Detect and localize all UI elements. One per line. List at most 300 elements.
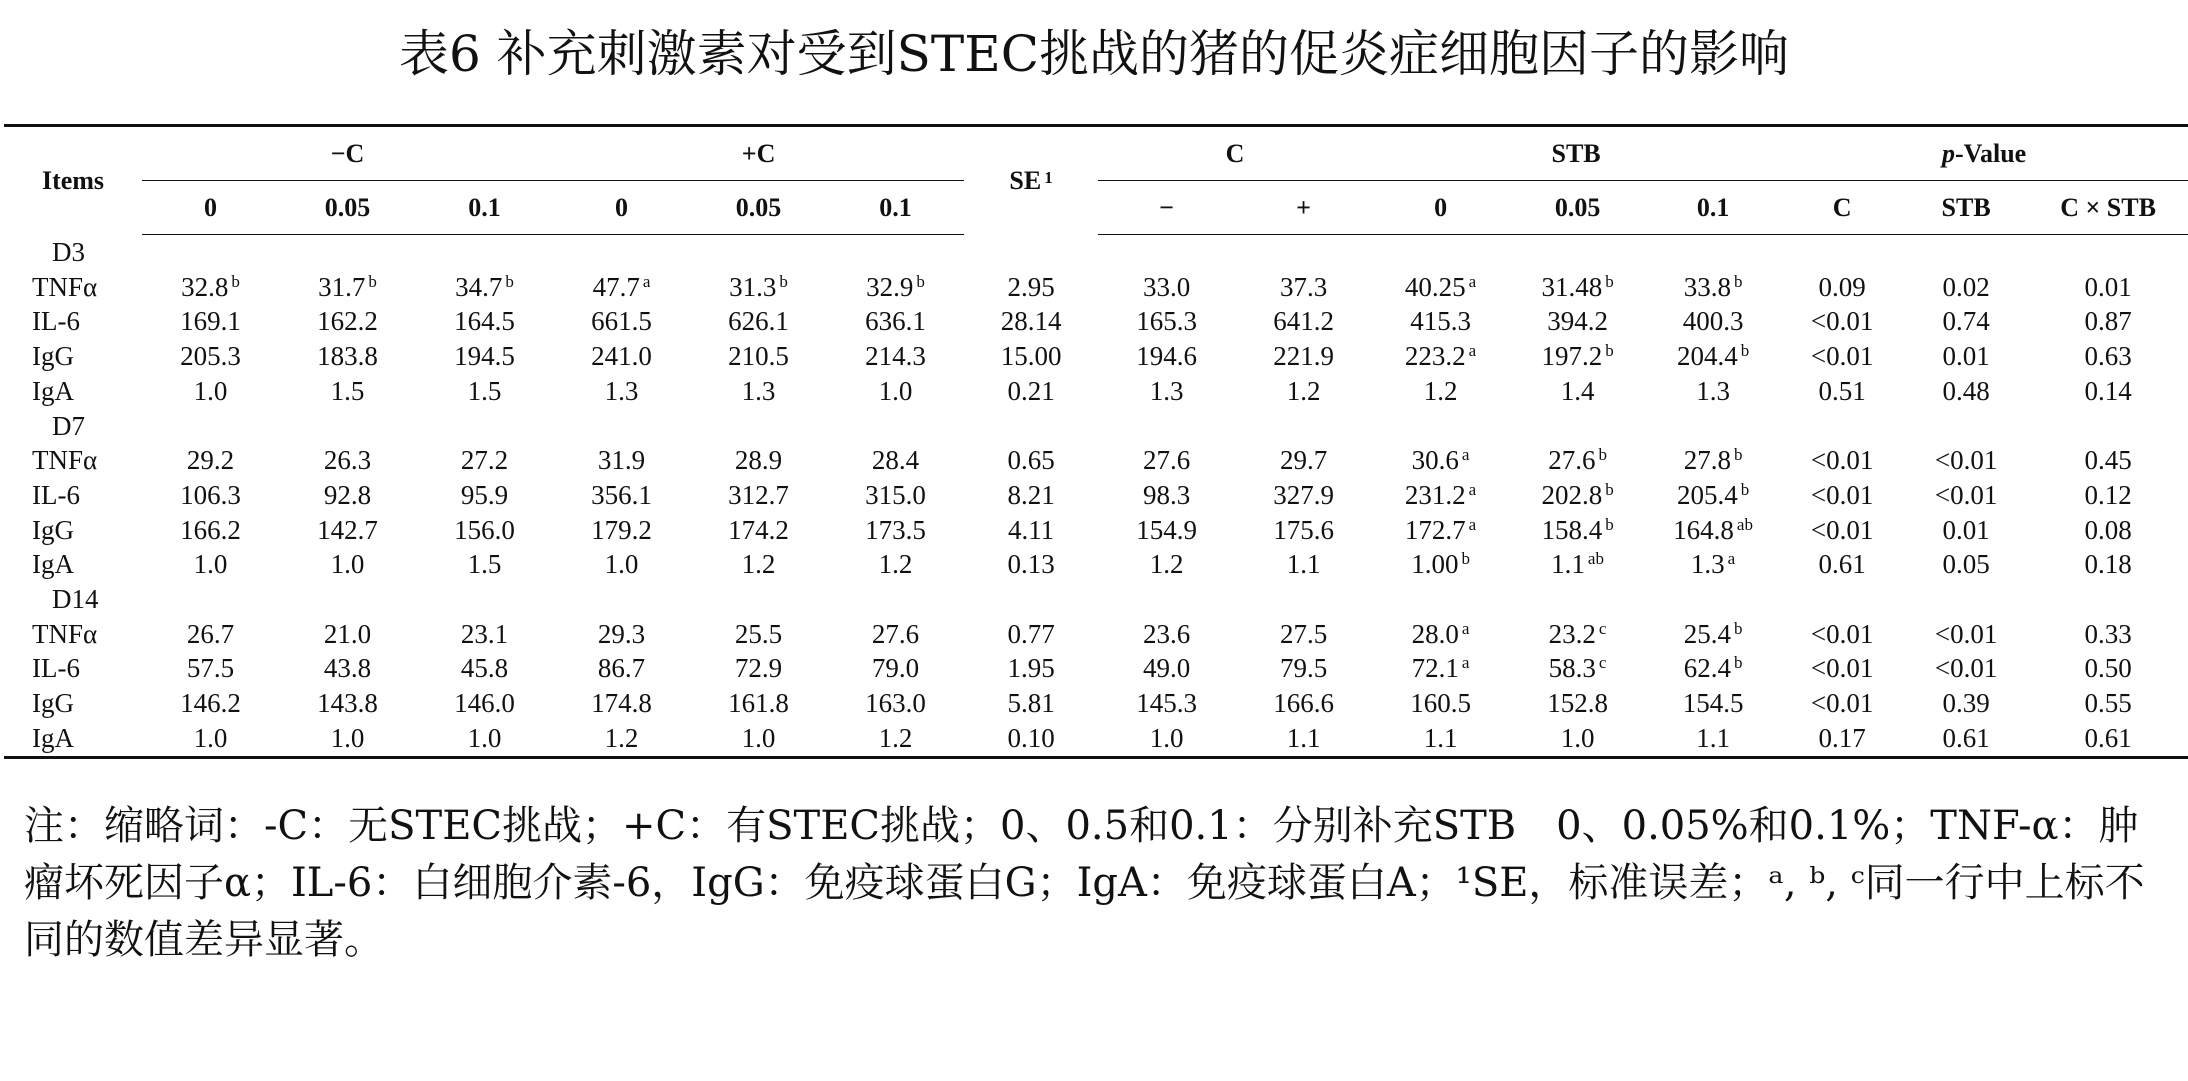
table-cell [279,686,416,721]
cell-value: 175.6 [1273,514,1334,545]
empty-cell [1646,582,1780,617]
cell-value: 1.0 [604,549,639,580]
table-cell [553,270,690,305]
empty-cell [553,409,690,444]
cell-value: 0.12 [2084,479,2132,510]
table-cell [416,339,553,374]
table-cell [1098,339,1235,374]
empty-cell [279,235,416,270]
cell-value: 146.0 [454,688,515,719]
significance-letter: a [1468,271,1477,291]
cell-value: <0.01 [1934,618,1998,649]
table-cell [142,443,279,478]
cell-value: 2.95 [1007,271,1055,302]
items-header: Items [4,126,142,235]
empty-cell [690,235,827,270]
sub-header: 0.05 [1509,181,1646,235]
significance-letter: a [1468,341,1477,361]
item-name: TNFα [32,445,98,476]
empty-cell [553,582,690,617]
cell-value: 1.00 [1411,549,1459,580]
empty-cell [1780,235,1904,270]
cell-value: 45.8 [460,653,509,684]
table-row [4,339,2188,374]
table-cell [1235,443,1372,478]
table-cell [827,547,964,582]
table-cell [1646,547,1780,582]
table-cell [964,617,1098,652]
table-cell [279,270,416,305]
table-cell [964,339,1098,374]
cell-value: 1.3 [1690,549,1725,580]
empty-cell [1780,582,1904,617]
significance-letter: b [1733,653,1743,673]
cell-value: 25.4 [1683,618,1731,649]
cell-value: 49.0 [1142,653,1191,684]
table-cell [1646,478,1780,513]
table-cell [1646,651,1780,686]
cell-value: 626.1 [728,306,789,337]
table-cell [1372,478,1509,513]
table-cell [1098,478,1235,513]
cell-value: 165.3 [1136,306,1197,337]
cell-value: 0.10 [1007,722,1055,753]
significance-letter: ab [1736,514,1753,534]
cell-value: 0.17 [1818,722,1866,753]
table-cell [1372,686,1509,721]
table-row [4,617,2188,652]
sub-header: 0.1 [1646,181,1780,235]
section-row [4,582,2188,617]
table-cell [827,651,964,686]
cell-value: 197.2 [1541,341,1603,372]
sub-header: 0.05 [279,181,416,235]
cell-value: 28.14 [1000,306,1062,337]
significance-letter: b [1605,271,1614,291]
table-cell [1098,270,1235,305]
cell-value: 0.61 [2084,722,2132,753]
empty-cell [1509,409,1646,444]
table-cell [142,721,279,757]
cell-value: 0.77 [1007,618,1055,649]
table-cell [1904,686,2028,721]
significance-letter: b [1733,445,1743,465]
sub-header: 0 [1372,181,1509,235]
significance-letter: b [1605,479,1614,499]
cell-value: 26.7 [186,618,235,649]
table-cell [142,686,279,721]
cell-value: 1.0 [741,722,776,753]
cell-value: 0.74 [1942,306,1990,337]
table-cell [142,651,279,686]
table-cell [279,304,416,339]
table-cell [1509,339,1646,374]
cell-value: 27.6 [1142,445,1191,476]
table-cell [1235,339,1372,374]
table-cell [1509,478,1646,513]
sub-header: C × STB [2028,181,2188,235]
table-cell [1780,547,1904,582]
cell-value: 154.9 [1136,514,1197,545]
cell-value: <0.01 [1810,688,1874,719]
cell-value: 33.8 [1683,271,1731,302]
table-title: 表6 补充刺激素对受到STEC挑战的猪的促炎症细胞因子的影响 [398,25,1790,83]
table-cell [553,374,690,409]
table-cell [964,547,1098,582]
table-cell [827,443,964,478]
section-label: D14 [52,584,99,615]
significance-letter: a [1727,549,1736,569]
table-row [4,374,2188,409]
table-cell [416,374,553,409]
empty-cell [279,582,416,617]
empty-cell [827,409,964,444]
cell-value: <0.01 [1934,479,1998,510]
table-cell [1904,721,2028,757]
empty-cell [1646,409,1780,444]
table-cell [1098,443,1235,478]
cell-value: 194.5 [454,341,515,372]
significance-letter: b [1740,341,1750,361]
table-row [4,547,2188,582]
cell-value: 1.2 [741,549,776,580]
empty-cell [2028,235,2188,270]
table-cell [1509,513,1646,548]
significance-letter: c [1598,653,1607,673]
group-header-plus-c: +C [553,126,964,181]
table-cell [1509,686,1646,721]
sub-header: STB [1904,181,2028,235]
section-label: D7 [52,410,85,441]
cell-value: 0.63 [2084,341,2132,372]
significance-letter: b [505,271,514,291]
empty-cell [1372,409,1509,444]
empty-cell [2028,582,2188,617]
table-cell [2028,651,2188,686]
table-cell [279,651,416,686]
table-cell [142,304,279,339]
significance-letter: a [1461,445,1470,465]
table-cell [2028,721,2188,757]
item-name: TNFα [32,618,98,649]
cell-value: 23.1 [460,618,509,649]
cell-value: 32.8 [181,271,229,302]
cell-value: 1.2 [878,722,913,753]
table-cell [553,686,690,721]
empty-cell [553,235,690,270]
cell-value: 0.39 [1942,688,1990,719]
table-cell [1904,547,2028,582]
cell-value: 166.2 [180,514,241,545]
table-cell [1780,339,1904,374]
table-cell [1646,270,1780,305]
cell-value: 33.0 [1142,271,1191,302]
table-cell [1646,374,1780,409]
cell-value: 0.18 [2084,549,2132,580]
sub-header: + [1235,181,1372,235]
cell-value: <0.01 [1810,618,1874,649]
cell-value: 0.61 [1818,549,1866,580]
table-cell [1646,513,1780,548]
table-cell [1780,270,1904,305]
item-name: IgG [32,688,74,719]
sub-header: 0 [553,181,690,235]
table-cell [690,339,827,374]
table-cell [2028,339,2188,374]
cell-value: 40.25 [1404,271,1466,302]
empty-cell [1646,235,1780,270]
table-cell [964,721,1098,757]
empty-cell [1509,582,1646,617]
cell-value: 183.8 [317,341,378,372]
significance-letter: b [1461,549,1470,569]
table-cell [690,617,827,652]
cell-value: 173.5 [865,514,926,545]
cell-value: 0.02 [1942,271,1990,302]
cell-value: 1.1 [1551,549,1585,580]
table-cell [1646,443,1780,478]
cell-value: 29.2 [186,445,235,476]
table-cell [690,651,827,686]
cell-value: 1.0 [330,549,365,580]
empty-cell [1904,409,2028,444]
table-cell [1904,374,2028,409]
cell-value: 30.6 [1411,445,1459,476]
table-cell [1509,651,1646,686]
cell-value: 142.7 [317,514,378,545]
sub-header: C [1780,181,1904,235]
table-cell [142,478,279,513]
cell-value: 1.5 [330,375,365,406]
empty-cell [964,409,1098,444]
cell-value: 0.48 [1942,375,1990,406]
cell-value: 26.3 [323,445,372,476]
cell-value: 327.9 [1273,479,1334,510]
cell-value: 394.2 [1547,306,1608,337]
cell-value: 0.21 [1007,375,1055,406]
cell-value: 154.5 [1682,688,1744,719]
cell-value: 31.48 [1541,271,1603,302]
cell-value: 79.5 [1279,653,1328,684]
cell-value: 1.2 [604,722,639,753]
table-cell [827,478,964,513]
table-cell [1098,721,1235,757]
empty-cell [416,409,553,444]
cell-value: 1.5 [467,549,502,580]
cell-value: 1.3 [1149,375,1184,406]
cell-value: 0.14 [2084,375,2132,406]
table-cell [1372,374,1509,409]
cell-value: 661.5 [591,306,652,337]
table-cell [142,513,279,548]
cell-value: 72.9 [734,653,783,684]
cell-value: <0.01 [1934,445,1998,476]
cell-value: 1.1 [1696,722,1730,753]
cell-value: 221.9 [1273,341,1334,372]
cell-value: <0.01 [1934,653,1998,684]
cell-value: 1.3 [741,375,776,406]
sub-header: 0 [142,181,279,235]
table-cell [279,721,416,757]
table-cell [1904,339,2028,374]
empty-cell [142,409,279,444]
cell-value: <0.01 [1810,479,1874,510]
cell-value: 0.33 [2084,618,2132,649]
cell-value: 1.0 [193,722,228,753]
significance-letter: a [642,271,651,291]
cell-value: 1.1 [1286,549,1321,580]
significance-letter: a [1468,514,1477,534]
table-cell [1780,651,1904,686]
table-cell [2028,547,2188,582]
cell-value: 0.51 [1818,375,1866,406]
cell-value: 1.0 [878,375,913,406]
table-cell [416,478,553,513]
table-cell [553,651,690,686]
cell-value: <0.01 [1810,306,1874,337]
item-name: IgG [32,341,74,372]
cell-value: 241.0 [591,341,652,372]
empty-cell [964,235,1098,270]
group-header-stb: STB [1372,126,1780,181]
item-name: IgA [32,549,74,580]
cell-value: 172.7 [1404,514,1466,545]
cell-value: 0.05 [1942,549,1990,580]
table-cell [1780,304,1904,339]
sub-header: 0.1 [416,181,553,235]
cell-value: 641.2 [1273,306,1334,337]
table-row [4,651,2188,686]
cell-value: 15.00 [1000,341,1062,372]
table-cell [2028,513,2188,548]
cell-value: 25.5 [734,618,783,649]
significance-letter: b [1733,271,1743,291]
cell-value: 1.0 [467,722,502,753]
significance-letter: a [1461,653,1470,673]
cell-value: 62.4 [1683,653,1731,684]
table-cell [1904,478,2028,513]
table-cell [1098,651,1235,686]
cell-value: 1.0 [1149,722,1184,753]
cell-value: 1.2 [1149,549,1184,580]
table-cell [690,686,827,721]
cell-value: 158.4 [1541,514,1603,545]
significance-letter: c [1598,618,1607,638]
cell-value: 194.6 [1136,341,1197,372]
table-cell [964,513,1098,548]
cell-value: 156.0 [454,514,515,545]
cell-value: 0.09 [1818,271,1866,302]
table-cell [1235,304,1372,339]
cell-value: 92.8 [323,479,372,510]
table-cell [1372,270,1509,305]
empty-cell [2028,409,2188,444]
cell-value: 145.3 [1136,688,1197,719]
table-cell [690,513,827,548]
cell-value: 0.01 [1942,341,1990,372]
table-row [4,478,2188,513]
table-cell [690,478,827,513]
empty-cell [827,235,964,270]
table-cell [827,686,964,721]
cell-value: 29.3 [597,618,646,649]
table-cell [142,374,279,409]
table-cell [1904,270,2028,305]
table-cell [1235,270,1372,305]
table-cell [1098,374,1235,409]
empty-cell [416,235,553,270]
table-cell [553,513,690,548]
significance-letter: b [368,271,377,291]
table-cell [1646,304,1780,339]
table-cell [553,721,690,757]
table-cell [416,651,553,686]
table-cell [553,339,690,374]
table-cell [690,547,827,582]
cell-value: 231.2 [1404,479,1466,510]
table-cell [1780,513,1904,548]
table-cell [416,547,553,582]
table-row [4,270,2188,305]
table-cell [964,686,1098,721]
empty-cell [142,582,279,617]
empty-cell [690,582,827,617]
table-cell [1780,443,1904,478]
cell-value: 152.8 [1547,688,1608,719]
table-cell [1372,547,1509,582]
cell-value: 146.2 [180,688,241,719]
cell-value: 27.6 [1548,445,1596,476]
table-cell [2028,686,2188,721]
cell-value: 1.2 [1286,375,1321,406]
cell-value: 1.2 [1423,375,1458,406]
table-cell [416,270,553,305]
table-cell [690,304,827,339]
cell-value: 1.0 [330,722,365,753]
table-cell [1904,617,2028,652]
empty-cell [964,582,1098,617]
table-cell [1098,686,1235,721]
empty-cell [1098,409,1235,444]
sub-header: 0.05 [690,181,827,235]
cell-value: <0.01 [1810,514,1874,545]
table-cell [553,547,690,582]
empty-cell [1780,409,1904,444]
cell-value: 28.0 [1411,618,1459,649]
cell-value: 415.3 [1410,306,1471,337]
table-row [4,513,2188,548]
significance-letter: b [1605,514,1614,534]
table-cell [1372,304,1509,339]
table-cell [416,617,553,652]
significance-letter: a [1468,479,1477,499]
table-cell [964,374,1098,409]
cell-value: 57.5 [186,653,235,684]
cell-value: 1.2 [878,549,913,580]
significance-letter: a [1461,618,1470,638]
cell-value: 1.5 [467,375,502,406]
group-header-c: C [1098,126,1372,181]
table-cell [1509,547,1646,582]
table-row [4,686,2188,721]
table-cell [1235,617,1372,652]
table-cell [1235,686,1372,721]
table-row [4,443,2188,478]
table-cell [416,721,553,757]
cell-value: 210.5 [728,341,789,372]
cell-value: 8.21 [1007,479,1055,510]
table-cell [964,270,1098,305]
